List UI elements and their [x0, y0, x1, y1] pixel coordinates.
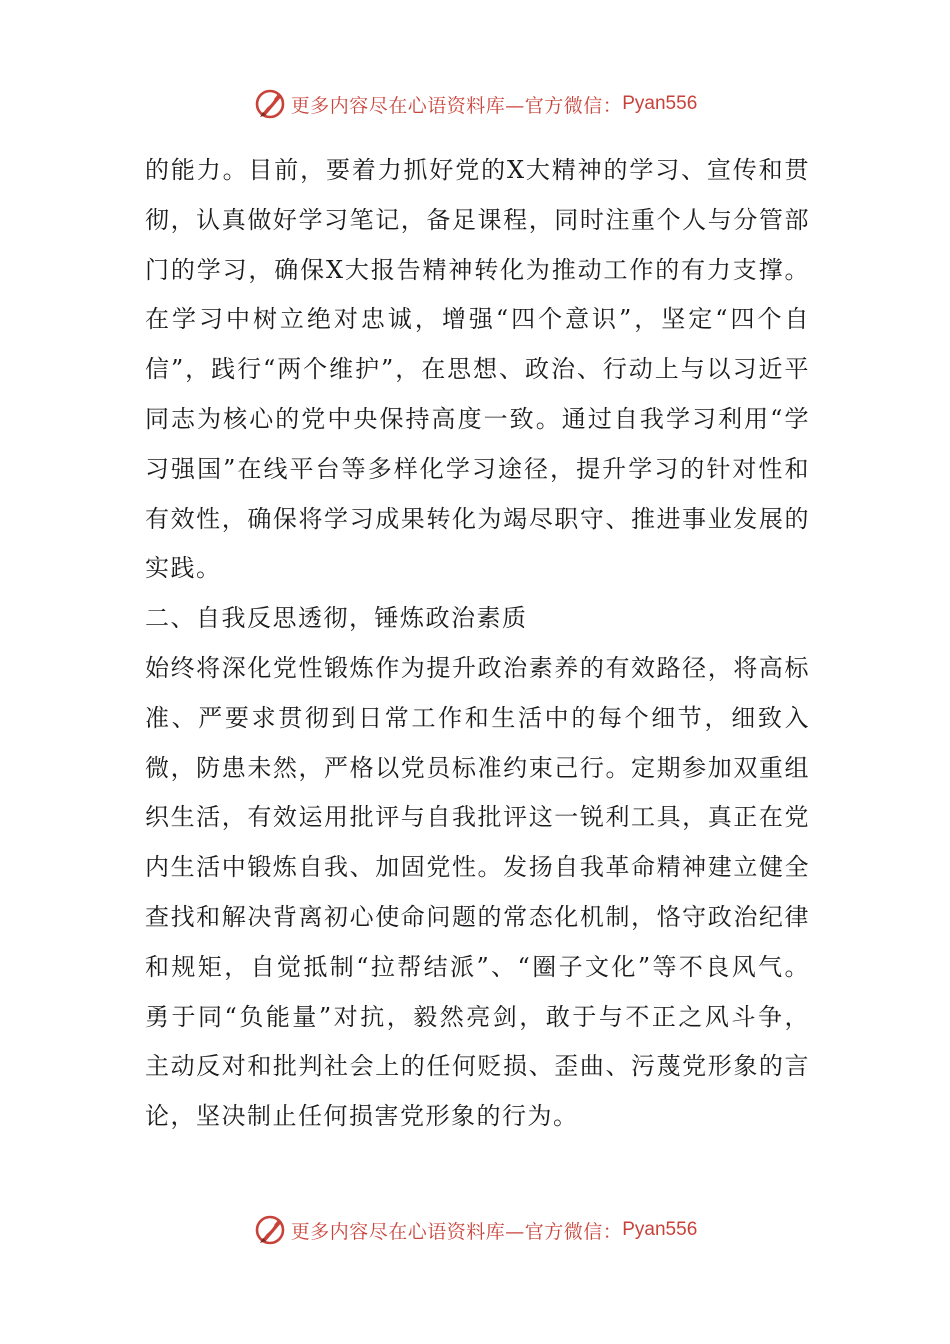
document-body: [145, 146, 810, 1142]
footer-watermark-banner: [0, 1210, 950, 1250]
watermark-handle: Pyan556: [622, 1219, 698, 1240]
quill-pen-circle-icon: [253, 1213, 287, 1247]
section-heading-2: 二、自我反思透彻，锤炼政治素质: [145, 604, 528, 633]
quill-pen-circle-icon: [253, 87, 287, 121]
body-paragraph-1: 的能力。目前，要着力抓好党的X大精神的学习、宣传和贯彻，认真做好学习笔记，备足课程，同时注重个人与分管部门的学习，确保X大报告精神转化为推动工作的有力支撑。在学习中树立绝对忠诚，增强“四个意识”，坚定“四个自信”，践行“两个维护”，在思想、政治、行动上与以习近平同志为核心的党中央保持高度一致。通过自我学习利用“学习强国”在线平台等多样化学习途径，提升学习的针对性和有效性，确保将学习成果转化为竭尽职守、推进事业发展的实践。: [145, 156, 810, 583]
header-watermark-banner: [0, 84, 950, 124]
watermark-handle: Pyan556: [622, 93, 698, 114]
body-paragraph-2: 始终将深化党性锻炼作为提升政治素养的有效路径，将高标准、严要求贯彻到日常工作和生活中的每个细节，细致入微，防患未然，严格以党员标准约束己行。定期参加双重组织生活，有效运用批评与自我批评这一锐利工具，真正在党内生活中锻炼自我、加固党性。发扬自我革命精神建立健全查找和解决背离初心使命问题的常态化机制，恪守政治纪律和规矩，自觉抵制“拉帮结派”、“圈子文化”等不良风气。勇于同“负能量”对抗，毅然亮剑，敢于与不正之风斗争，主动反对和批判社会上的任何贬损、歪曲、污蔑党形象的言论，坚决制止任何损害党形象的行为。: [145, 653, 810, 1131]
watermark-text: 更多内容尽在心语资料库—官方微信：: [290, 1220, 623, 1243]
watermark-text: 更多内容尽在心语资料库—官方微信：: [290, 94, 623, 117]
